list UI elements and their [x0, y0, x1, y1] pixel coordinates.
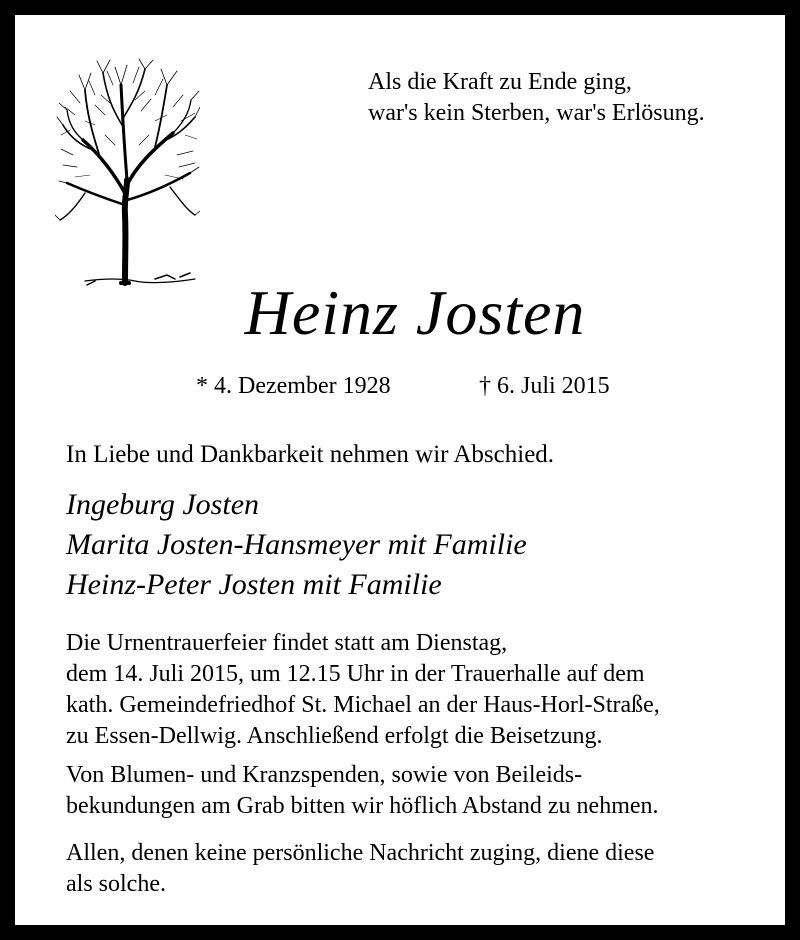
text-line: bekundungen am Grab bitten wir höflich Abstand zu nehmen.	[66, 793, 659, 819]
mourners-list	[66, 485, 786, 605]
birth-date: * 4. Dezember 1928	[196, 373, 391, 399]
deceased-name: Heinz Josten	[244, 277, 586, 348]
funeral-details	[66, 628, 786, 752]
text-line: als solche.	[66, 871, 166, 897]
mourner-name: Heinz-Peter Josten mit Familie	[66, 568, 442, 601]
text-line: zu Essen-Dellwig. Anschließend erfolgt die Beisetzung.	[66, 723, 603, 749]
closing-note	[66, 838, 786, 900]
text-line: Von Blumen- und Kranzspenden, sowie von Beileids-	[66, 762, 583, 788]
text-line: dem 14. Juli 2015, um 12.15 Uhr in der Trauerhalle auf dem	[66, 661, 645, 687]
mourner-name: Marita Josten-Hansmeyer mit Familie	[66, 528, 527, 561]
death-date: † 6. Juli 2015	[479, 373, 610, 399]
quote-line: Als die Kraft zu Ende ging,	[368, 69, 632, 95]
bare-tree-icon	[55, 55, 200, 295]
epitaph-quote	[368, 67, 788, 129]
text-line: kath. Gemeindefriedhof St. Michael an der Haus-Horl-Straße,	[66, 692, 660, 718]
text-line: Die Urnentrauerfeier findet statt am Dienstag,	[66, 630, 508, 656]
farewell-intro: In Liebe und Dankbarkeit nehmen wir Abschied.	[66, 441, 555, 468]
life-dates	[196, 371, 656, 401]
flowers-note	[66, 760, 786, 822]
quote-line: war's kein Sterben, war's Erlösung.	[368, 100, 705, 126]
mourner-name: Ingeburg Josten	[66, 488, 260, 521]
text-line: Allen, denen keine persönliche Nachricht zuging, diene diese	[66, 840, 655, 866]
